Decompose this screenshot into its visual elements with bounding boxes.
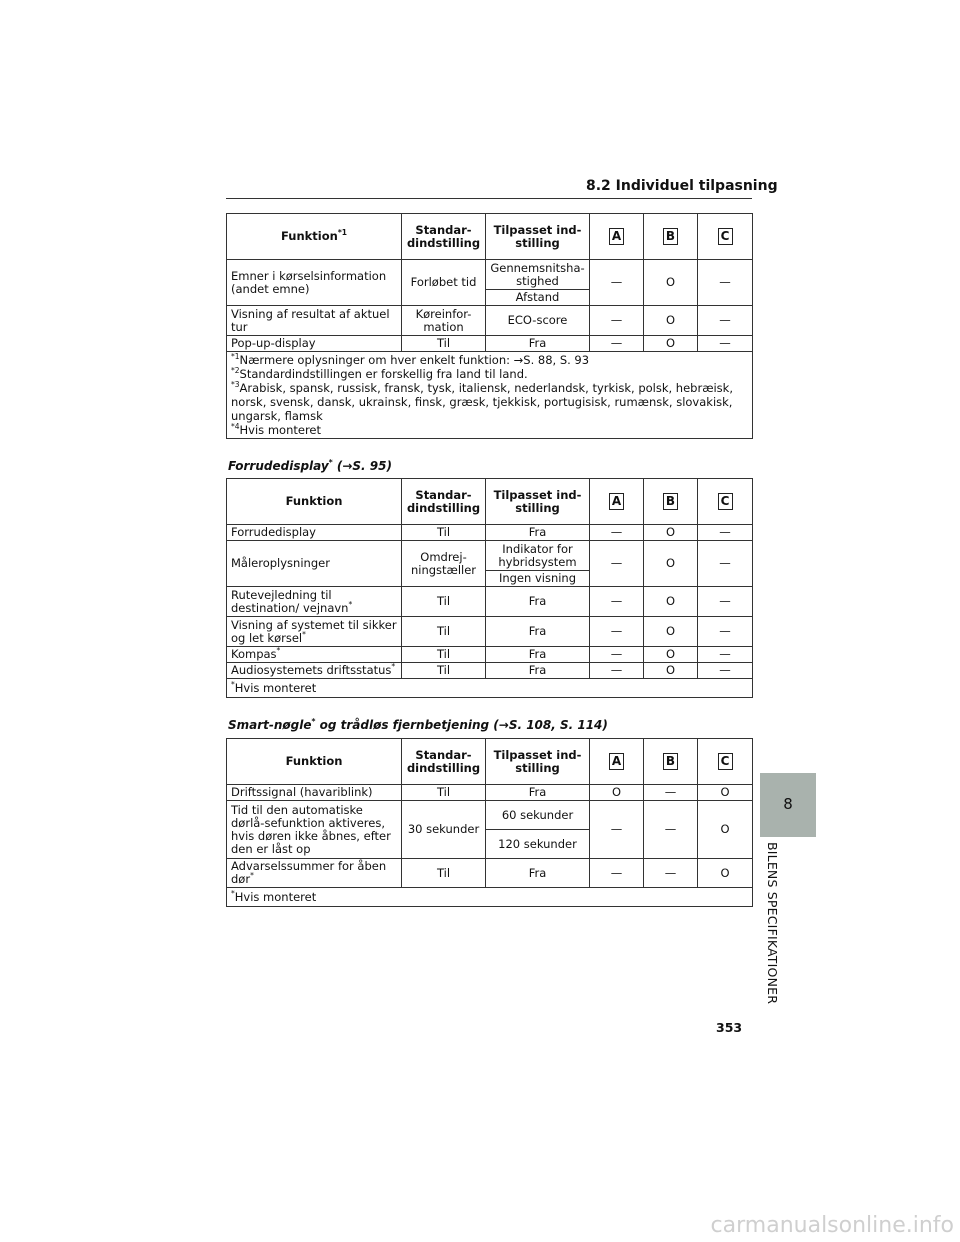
- table-cell: O: [644, 260, 698, 306]
- table-cell: —: [590, 647, 644, 663]
- table-cell: Fra: [486, 336, 590, 352]
- table-cell: Visning af resultat af aktuel tur: [227, 306, 402, 336]
- table-cell: Til: [402, 525, 486, 541]
- col-header-b: B: [644, 739, 698, 785]
- table-cell: O: [644, 306, 698, 336]
- table-cell: —: [590, 525, 644, 541]
- table-cell: —: [698, 541, 753, 587]
- col-header-custom: Tilpasset ind-stilling: [486, 214, 590, 260]
- table-cell: Afstand: [486, 290, 590, 306]
- table-cell: O: [698, 801, 753, 859]
- table-cell: Til: [402, 785, 486, 801]
- table-cell: Ingen visning: [486, 571, 590, 587]
- page-header-title: 8.2 Individuel tilpasning: [586, 178, 778, 194]
- table-cell: Audiosystemets driftsstatus*: [227, 663, 402, 679]
- table-cell: Driftssignal (havariblink): [227, 785, 402, 801]
- table-cell: —: [590, 801, 644, 859]
- table-cell: Forløbet tid: [402, 260, 486, 306]
- table-cell: Fra: [486, 617, 590, 647]
- table-cell: —: [644, 801, 698, 859]
- header-rule: [226, 198, 752, 199]
- table-footnote: *Hvis monteret: [227, 888, 753, 907]
- col-header-standard: Standar-dindstilling: [402, 739, 486, 785]
- table-cell: —: [698, 587, 753, 617]
- table-cell: —: [590, 260, 644, 306]
- table-cell: —: [590, 859, 644, 888]
- table-cell: Kompas*: [227, 647, 402, 663]
- table-cell: Fra: [486, 647, 590, 663]
- settings-table-1: [226, 213, 753, 439]
- table-footnote: *Hvis monteret: [227, 679, 753, 698]
- table-cell: Emner i kørselsinformation (andet emne): [227, 260, 402, 306]
- table-cell: Fra: [486, 587, 590, 617]
- table-cell: Fra: [486, 859, 590, 888]
- table-cell: 60 sekunder: [486, 801, 590, 830]
- table-cell: Fra: [486, 663, 590, 679]
- table-cell: Til: [402, 587, 486, 617]
- col-header-custom: Tilpasset ind-stilling: [486, 739, 590, 785]
- col-header-a: A: [590, 479, 644, 525]
- table-cell: Til: [402, 859, 486, 888]
- chapter-title: BILENS SPECIFIKATIONER: [765, 842, 780, 1005]
- table-cell: O: [644, 541, 698, 587]
- col-header-c: C: [698, 214, 753, 260]
- table-cell: Til: [402, 647, 486, 663]
- col-header-a: A: [590, 214, 644, 260]
- table-footnotes: $^{*1}$Nærmere oplysninger om hver enkelt funktion: →S. 88, S. 93 $^{*2}$Standardindstillingen er forskellig fra land til land. $^{*3}$Arabisk, spansk, russisk, fransk, tysk, italiensk, nederlandsk, tyrkisk, polsk, hebræisk, norsk, svensk, dansk, ukrainsk, finsk, græsk, tjekkisk, portugisisk, rumænsk, slovakisk, ungarsk, flamsk $^{*4}$Hvis monteret: [227, 352, 753, 439]
- table-cell: 30 sekunder: [402, 801, 486, 859]
- table-cell: Tid til den automatiske dørlå-sefunktion aktiveres, hvis døren ikke åbnes, efter den er låst op: [227, 801, 402, 859]
- table-cell: —: [590, 541, 644, 587]
- table-cell: Gennemsnitsha-stighed: [486, 260, 590, 290]
- chapter-number: 8: [783, 795, 793, 813]
- table-cell: O: [644, 647, 698, 663]
- table-cell: —: [644, 785, 698, 801]
- table-cell: Indikator for hybridsystem: [486, 541, 590, 571]
- table-cell: —: [698, 336, 753, 352]
- table-cell: —: [698, 525, 753, 541]
- table-cell: O: [698, 859, 753, 888]
- table-cell: Visning af systemet til sikker og let kørsel*: [227, 617, 402, 647]
- section-caption-smart-key: Smart-nøgle* og trådløs fjernbetjening (→S. 108, S. 114): [228, 717, 608, 732]
- table-cell: Køreinfor-mation: [402, 306, 486, 336]
- col-header-custom: Tilpasset ind-stilling: [486, 479, 590, 525]
- table-cell: Rutevejledning til destination/ vejnavn*: [227, 587, 402, 617]
- table-cell: —: [590, 306, 644, 336]
- table-cell: —: [590, 663, 644, 679]
- table-cell: —: [644, 859, 698, 888]
- table-cell: 120 sekunder: [486, 830, 590, 859]
- table-cell: O: [590, 785, 644, 801]
- table-cell: Til: [402, 663, 486, 679]
- table-cell: —: [590, 617, 644, 647]
- table-cell: —: [590, 587, 644, 617]
- section-caption-forrudedisplay: Forrudedisplay* (→S. 95): [228, 458, 392, 473]
- table-cell: Måleroplysninger: [227, 541, 402, 587]
- table-cell: Til: [402, 336, 486, 352]
- col-header-b: B: [644, 214, 698, 260]
- table-cell: O: [644, 525, 698, 541]
- table-cell: Pop-up-display: [227, 336, 402, 352]
- col-header-c: C: [698, 479, 753, 525]
- col-header-funktion: Funktion: [227, 479, 402, 525]
- table-cell: —: [590, 336, 644, 352]
- table-cell: —: [698, 260, 753, 306]
- table-cell: —: [698, 663, 753, 679]
- col-header-c: C: [698, 739, 753, 785]
- watermark: carmanualsonline.info: [710, 1213, 954, 1238]
- col-header-standard: Standar-dindstilling: [402, 214, 486, 260]
- table-cell: Advarselssummer for åben dør*: [227, 859, 402, 888]
- table-cell: Fra: [486, 525, 590, 541]
- settings-table-2: [226, 478, 753, 698]
- table-cell: O: [644, 587, 698, 617]
- table-cell: —: [698, 617, 753, 647]
- table-cell: Forrudedisplay: [227, 525, 402, 541]
- table-cell: O: [644, 617, 698, 647]
- col-header-a: A: [590, 739, 644, 785]
- col-header-funktion: Funktion$^{*1}$: [227, 214, 402, 260]
- table-cell: Til: [402, 617, 486, 647]
- col-header-funktion: Funktion: [227, 739, 402, 785]
- table-cell: —: [698, 647, 753, 663]
- settings-table-3: [226, 738, 753, 907]
- table-cell: O: [698, 785, 753, 801]
- table-cell: Omdrej-ningstæller: [402, 541, 486, 587]
- table-cell: O: [644, 663, 698, 679]
- table-cell: ECO-score: [486, 306, 590, 336]
- col-header-b: B: [644, 479, 698, 525]
- table-cell: Fra: [486, 785, 590, 801]
- table-cell: —: [698, 306, 753, 336]
- col-header-standard: Standar-dindstilling: [402, 479, 486, 525]
- page-number: 353: [716, 1020, 743, 1035]
- table-cell: O: [644, 336, 698, 352]
